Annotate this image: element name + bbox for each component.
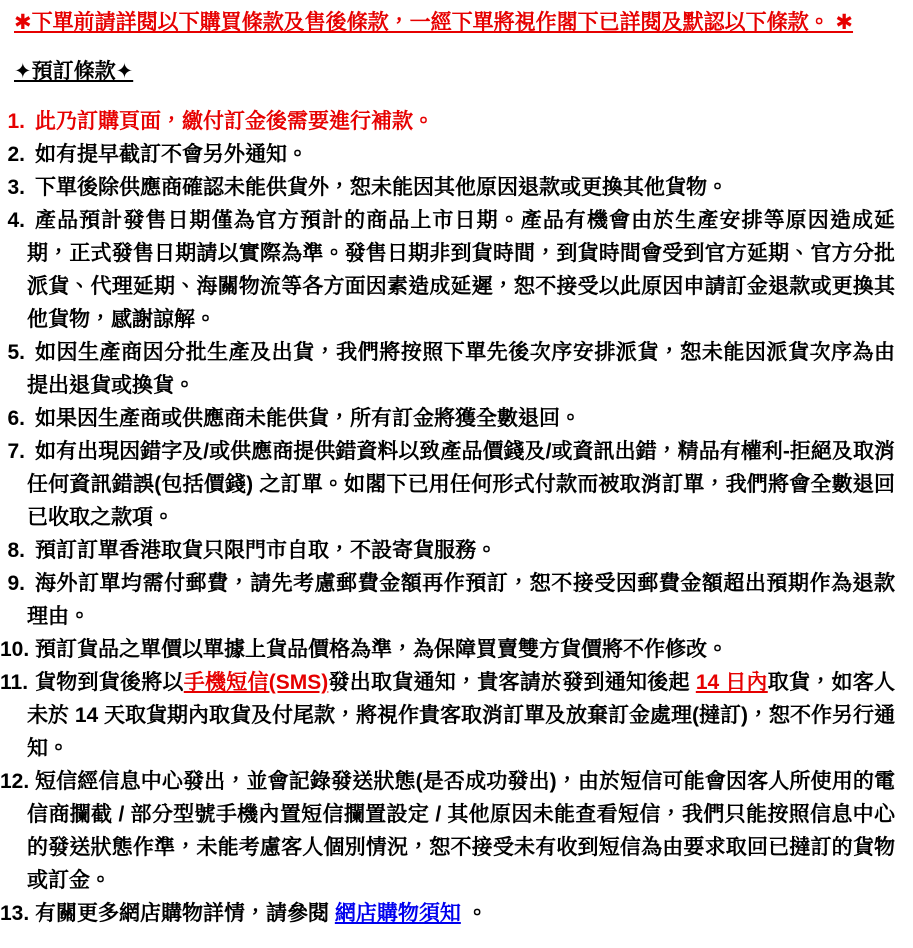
term-text-segment: 貨物到貨後將以 xyxy=(35,671,184,694)
item-text xyxy=(35,143,308,166)
list-item xyxy=(0,534,895,567)
term-text-segment: 發出取貨通知，貴客請於發到通知後起 xyxy=(328,671,696,694)
term-text-segment: 有關更多網店購物詳情，請參閱 xyxy=(35,902,335,925)
list-item xyxy=(0,567,895,633)
item-number: 8. xyxy=(7,539,25,562)
term-text-segment: 短信經信息中心發出，並會記錄發送狀態(是否成功發出)，由於短信可能會因客人所使用的電信商攔截 / 部分型號手機內置短信攔置設定 / 其他原因未能查看短信，我們只能按照信息中心的發送狀態作準，未能考慮客人個別情況，恕不接受未有收到短信為由要求取回已撻訂的貨物或訂金。 xyxy=(27,770,895,892)
list-item xyxy=(0,204,895,336)
item-text xyxy=(35,176,728,199)
list-item xyxy=(0,666,895,765)
item-text xyxy=(27,671,895,760)
term-text-segment: 如因生產商因分批生產及出貨，我們將按照下單先後次序安排派貨，恕未能因派貨次序為由提出退貨或換貨。 xyxy=(27,341,895,397)
item-number: 2. xyxy=(7,143,25,166)
item-number: 3. xyxy=(7,176,25,199)
purchase-warning-title xyxy=(14,6,895,39)
item-text xyxy=(35,539,497,562)
term-text-segment: 如有出現因錯字及/或供應商提供錯資料以致產品價錢及/或資訊出錯，精品有權利-拒絕及取消任何資訊錯誤(包括價錢) 之訂單。如閣下已用任何形式付款而被取消訂單，我們將會全數退回已收取之款項。 xyxy=(27,440,895,529)
item-text xyxy=(27,770,895,892)
item-text xyxy=(27,341,895,397)
item-text xyxy=(27,440,895,529)
preorder-terms-heading-text: ✦預訂條款✦ xyxy=(14,60,134,83)
list-item xyxy=(0,138,895,171)
term-text-segment: 取貨，如客人未於 14 天取貨期內取貨及付尾款，將視作貴客取消訂單及放棄訂金處理(撻訂)，恕不作另行通知。 xyxy=(27,671,896,760)
item-number: 12. xyxy=(0,770,30,793)
purchase-warning-text: ✱下單前請詳閱以下購買條款及售後條款，一經下單將視作閣下已詳閱及默認以下條款。 ✱ xyxy=(14,11,854,34)
item-text xyxy=(35,110,434,133)
list-item xyxy=(0,765,895,897)
item-number: 1. xyxy=(7,110,25,133)
term-text-segment: 海外訂單均需付郵費，請先考慮郵費金額再作預訂，恕不接受因郵費金額超出預期作為退款理由。 xyxy=(27,572,895,628)
list-item xyxy=(0,633,895,666)
item-number: 13. xyxy=(0,902,30,925)
list-item xyxy=(0,402,895,435)
item-number: 6. xyxy=(7,407,25,430)
term-text-segment: 。 xyxy=(460,902,488,925)
list-item xyxy=(0,105,895,138)
list-item xyxy=(0,897,895,930)
item-number: 7. xyxy=(7,440,25,463)
term-text-segment: 下單後除供應商確認未能供貨外，恕未能因其他原因退款或更換其他貨物。 xyxy=(35,176,728,199)
item-number: 5. xyxy=(7,341,25,364)
list-item xyxy=(0,435,895,534)
term-text-segment: 手機短信(SMS) xyxy=(183,671,329,694)
term-text-segment: 如果因生產商或供應商未能供貨，所有訂金將獲全數退回。 xyxy=(35,407,581,430)
item-number: 11. xyxy=(0,671,29,694)
term-text-segment: 預訂貨品之單價以單據上貨品價格為準，為保障買賣雙方貨價將不作修改。 xyxy=(35,638,728,661)
term-text-segment: 預訂訂單香港取貨只限門市自取，不設寄貨服務。 xyxy=(35,539,497,562)
term-text-segment: 14 日內 xyxy=(695,671,768,694)
item-text xyxy=(27,209,895,331)
preorder-terms-heading xyxy=(14,55,895,88)
term-text-segment: 此乃訂購頁面，繳付訂金後需要進行補款。 xyxy=(35,110,434,133)
term-text-segment: 如有提早截訂不會另外通知。 xyxy=(35,143,308,166)
item-text xyxy=(35,902,488,925)
item-number: 9. xyxy=(7,572,25,595)
terms-list xyxy=(0,105,895,930)
item-number: 10. xyxy=(0,638,30,661)
list-item xyxy=(0,336,895,402)
item-text xyxy=(35,407,581,430)
shop-notice-link[interactable]: 網店購物須知 xyxy=(334,902,461,925)
item-number: 4. xyxy=(7,209,25,232)
item-text xyxy=(27,572,895,628)
item-text xyxy=(35,638,728,661)
term-text-segment: 產品預計發售日期僅為官方預計的商品上市日期。產品有機會由於生產安排等原因造成延期，正式發售日期請以實際為準。發售日期非到貨時間，到貨時間會受到官方延期、官方分批派貨、代理延期、海關物流等各方面因素造成延遲，恕不接受以此原因申請訂金退款或更換其他貨物，感謝諒解。 xyxy=(27,209,895,331)
list-item xyxy=(0,171,895,204)
